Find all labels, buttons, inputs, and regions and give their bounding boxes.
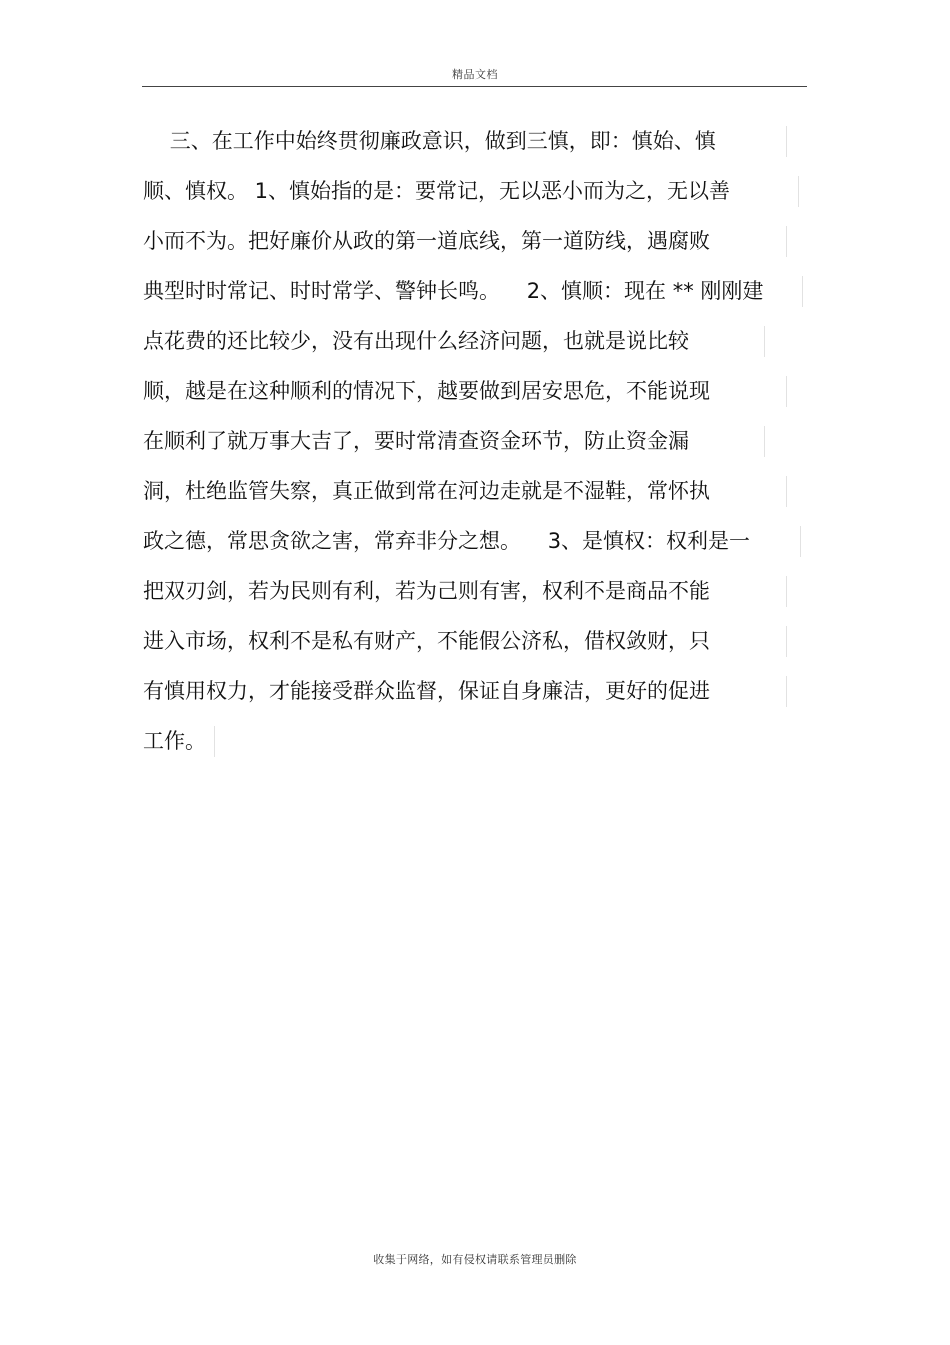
text-line	[143, 216, 813, 266]
line-edge-mark	[764, 426, 765, 457]
text-line	[143, 516, 813, 566]
line-edge-mark	[800, 526, 801, 557]
line-edge-mark	[786, 126, 787, 157]
page-footer: 收集于网络，如有侵权请联系管理员删除	[373, 1253, 577, 1266]
text-line-content: 进入市场，权利不是私有财产，不能假公济私，借权敛财，只	[143, 629, 710, 653]
text-line-content: 小而不为。把好廉价从政的第一道底线，第一道防线，遇腐败	[143, 229, 710, 253]
line-edge-mark	[798, 176, 799, 207]
text-line-content: 三、在工作中始终贯彻廉政意识，做到三慎，即：慎始、慎	[143, 129, 716, 153]
document-body	[143, 116, 813, 766]
line-edge-mark	[786, 626, 787, 657]
text-line-content: 顺、慎权。 1、慎始指的是：要常记，无以恶小而为之，无以善	[143, 179, 731, 203]
line-edge-mark	[786, 576, 787, 607]
page-header: 精品文档	[452, 68, 498, 81]
line-edge-mark	[786, 476, 787, 507]
line-edge-mark	[802, 276, 803, 307]
text-line-content: 点花费的还比较少，没有出现什么经济问题，也就是说比较	[143, 329, 689, 353]
text-line	[143, 166, 813, 216]
text-line-content: 典型时时常记、时时常学、警钟长鸣。 2、慎顺：现在 ** 刚刚建	[143, 279, 764, 303]
text-line	[143, 466, 813, 516]
header-divider	[142, 86, 807, 87]
text-line-content: 在顺利了就万事大吉了，要时常清查资金环节，防止资金漏	[143, 429, 689, 453]
text-line-content: 有慎用权力，才能接受群众监督，保证自身廉洁，更好的促进	[143, 679, 710, 703]
text-line	[143, 266, 813, 316]
text-line	[143, 366, 813, 416]
text-line	[143, 116, 813, 166]
line-edge-mark	[786, 376, 787, 407]
text-line-content: 政之德，常思贪欲之害，常弃非分之想。 3、是慎权：权利是一	[143, 529, 751, 553]
text-line	[143, 616, 813, 666]
text-line	[143, 666, 813, 716]
text-line	[143, 316, 813, 366]
line-edge-mark	[764, 326, 765, 357]
text-line	[143, 416, 813, 466]
text-line-content: 洞，杜绝监管失察，真正做到常在河边走就是不湿鞋，常怀执	[143, 479, 710, 503]
line-edge-mark	[786, 676, 787, 707]
text-line-content: 把双刃剑，若为民则有利，若为己则有害，权利不是商品不能	[143, 579, 710, 603]
text-line-content: 顺，越是在这种顺利的情况下，越要做到居安思危，不能说现	[143, 379, 710, 403]
line-edge-mark	[214, 726, 215, 757]
text-line-content: 工作。	[143, 729, 206, 753]
line-edge-mark	[786, 226, 787, 257]
text-line	[143, 566, 813, 616]
text-line	[143, 716, 813, 766]
